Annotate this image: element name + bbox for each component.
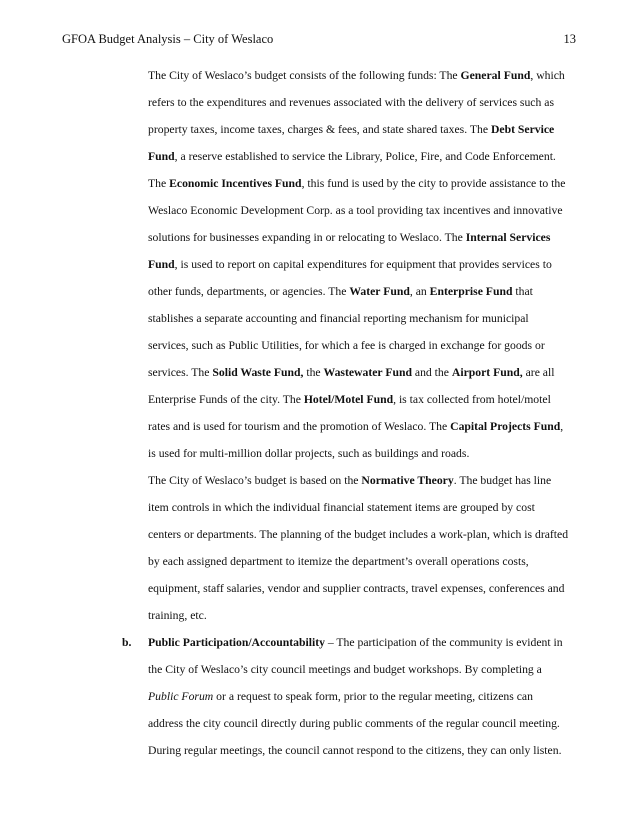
paragraph-line: equipment, staff salaries, vendor and supplier contracts, travel expenses, conferences and — [148, 582, 565, 595]
bold-term: Wastewater Fund — [323, 366, 412, 379]
list-item-label-b: b. — [122, 636, 132, 649]
paragraph-line — [148, 386, 582, 413]
bold-term: Hotel/Motel Fund — [303, 393, 394, 406]
text: , is used to report on capital expenditures for equipment that provides services to — [174, 258, 552, 271]
paragraph-line: the City of Weslaco’s city council meetings and budget workshops. By completing a — [148, 663, 542, 676]
bold-term: Debt Service — [490, 123, 555, 136]
bold-term: Internal Services — [465, 231, 551, 244]
paragraph-line: refers to the expenditures and revenues associated with the delivery of services such as — [148, 96, 554, 109]
text: property taxes, income taxes, charges & fees, and state shared taxes. The — [148, 123, 491, 136]
text: – The participation of the community is evident in — [324, 636, 563, 649]
italic-term: Public Forum — [148, 690, 214, 703]
text: , is tax collected from hotel/motel — [393, 393, 551, 406]
bold-term: Public Participation/Accountability — [148, 636, 325, 649]
text: The City of Weslaco’s budget is based on the — [148, 474, 362, 487]
bold-term: Economic Incentives Fund — [169, 177, 302, 190]
text: , which — [530, 69, 565, 82]
paragraph-line: centers or departments. The planning of the budget includes a work-plan, which is drafted — [148, 528, 569, 541]
paragraph-line: services, such as Public Utilities, for which a fee is charged in exchange for goods or — [148, 339, 545, 352]
paragraph-line: by each assigned department to itemize the department’s overall operations costs, — [148, 555, 529, 568]
paragraph-line: item controls in which the individual financial statement items are grouped by cost — [148, 501, 535, 514]
bold-term: Enterprise Fund — [429, 285, 513, 298]
text: the — [303, 366, 324, 379]
bold-term: Solid Waste Fund, — [212, 366, 304, 379]
bold-term: Capital Projects Fund — [450, 420, 561, 433]
document-body — [148, 62, 582, 764]
bold-term: Water Fund — [349, 285, 410, 298]
paragraph-line — [148, 467, 582, 494]
text: and the — [411, 366, 452, 379]
paragraph-line: training, etc. — [148, 609, 207, 622]
bold-term: Fund — [148, 150, 175, 163]
text: . The budget has line — [453, 474, 552, 487]
paragraph-line: is used for multi-million dollar projects, such as buildings and roads. — [148, 447, 470, 460]
paragraph-line — [148, 629, 582, 656]
text: rates and is used for tourism and the promotion of Weslaco. The — [148, 420, 451, 433]
paragraph-line — [148, 413, 582, 440]
text: , — [560, 420, 564, 433]
text: , this fund is used by the city to provide assistance to the — [301, 177, 566, 190]
bold-term: General Fund — [460, 69, 531, 82]
paragraph-line — [148, 278, 582, 305]
paragraph-line — [148, 224, 582, 251]
page-number: 13 — [563, 32, 576, 46]
paragraph-line — [148, 170, 582, 197]
bold-term: Normative Theory — [361, 474, 454, 487]
bold-term: Airport Fund, — [451, 366, 523, 379]
paragraph-line: address the city council directly during public comments of the regular council meeting. — [148, 717, 560, 730]
paragraph-line — [148, 62, 582, 89]
text: that — [512, 285, 533, 298]
paragraph-line: Weslaco Economic Development Corp. as a tool providing tax incentives and innovative — [148, 204, 563, 217]
text: Enterprise Funds of the city. The — [148, 393, 304, 406]
text: solutions for businesses expanding in or relocating to Weslaco. The — [148, 231, 466, 244]
text: , an — [409, 285, 430, 298]
paragraph-line — [148, 359, 582, 386]
text: , a reserve established to service the Library, Police, Fire, and Code Enforcement. — [174, 150, 556, 163]
paragraph-line — [148, 143, 582, 170]
paragraph-line — [148, 116, 582, 143]
paragraph-line — [148, 683, 582, 710]
paragraph-line: stablishes a separate accounting and financial reporting mechanism for municipal — [148, 312, 529, 325]
paragraph-line — [148, 251, 582, 278]
text: other funds, departments, or agencies. The — [148, 285, 350, 298]
paragraph-line: During regular meetings, the council cannot respond to the citizens, they can only listen. — [148, 744, 562, 757]
text: services. The — [148, 366, 213, 379]
text: are all — [522, 366, 555, 379]
bold-term: Fund — [148, 258, 175, 271]
text: The City of Weslaco’s budget consists of the following funds: The — [148, 69, 461, 82]
header-title: GFOA Budget Analysis – City of Weslaco — [62, 32, 274, 46]
text: The — [148, 177, 170, 190]
page-header — [62, 32, 576, 52]
text: or a request to speak form, prior to the regular meeting, citizens can — [213, 690, 533, 703]
